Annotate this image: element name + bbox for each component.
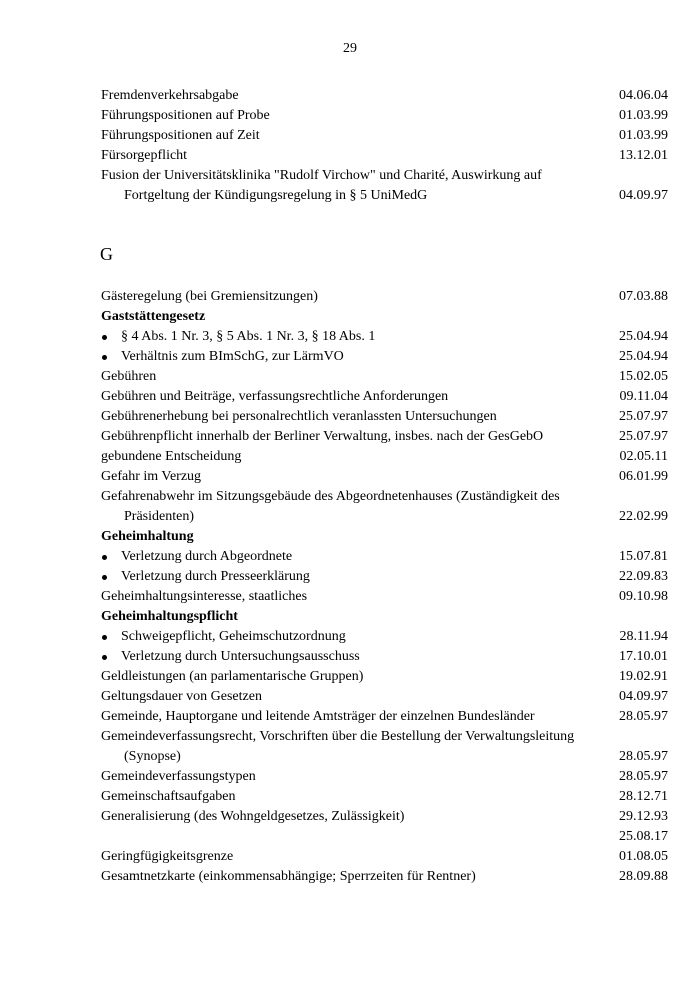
- index-subentry: [101, 567, 668, 587]
- index-entry: [101, 106, 668, 126]
- index-entry: [101, 166, 668, 186]
- heading-text: Geheimhaltungspflicht: [101, 609, 238, 624]
- entry-date: 13.12.01: [619, 148, 668, 163]
- index-subentry: [101, 547, 668, 567]
- entry-text: Fusion der Universitätsklinika "Rudolf Virchow" und Charité, Auswirkung auf: [101, 168, 542, 183]
- entry-date: 01.03.99: [619, 128, 668, 143]
- index-section-f: [101, 86, 668, 206]
- index-entry: [101, 707, 668, 727]
- index-subentry: [101, 327, 668, 347]
- entry-date: 09.10.98: [619, 589, 668, 604]
- entry-text: Generalisierung (des Wohngeldgesetzes, Zulässigkeit): [101, 809, 405, 824]
- entry-date: 22.02.99: [619, 509, 668, 524]
- entry-text: Gebühren: [101, 369, 157, 384]
- entry-text: Verhältnis zum BImSchG, zur LärmVO: [121, 349, 344, 364]
- entry-date: 25.04.94: [619, 349, 668, 364]
- index-entry: [101, 687, 668, 707]
- index-entry: [101, 807, 668, 827]
- index-entry: [101, 387, 668, 407]
- entry-text: Geringfügigkeitsgrenze: [101, 849, 234, 864]
- entry-date: 15.02.05: [619, 369, 668, 384]
- bullet-icon: [102, 555, 107, 560]
- entry-date: 25.08.17: [619, 829, 668, 844]
- index-entry: [101, 407, 668, 427]
- entry-text: Führungspositionen auf Zeit: [101, 128, 260, 143]
- entry-date: 28.12.71: [619, 789, 668, 804]
- index-entry: [101, 767, 668, 787]
- bullet-icon: [102, 335, 107, 340]
- entry-text: Fortgeltung der Kündigungsregelung in § 5 UniMedG: [124, 188, 428, 203]
- page-number: 29: [343, 41, 357, 56]
- entry-date: 28.05.97: [619, 709, 668, 724]
- entry-text: Gebührenerhebung bei personalrechtlich veranlassten Untersuchungen: [101, 409, 497, 424]
- entry-date: 01.08.05: [619, 849, 668, 864]
- entry-date: 29.12.93: [619, 809, 668, 824]
- index-entry: [101, 367, 668, 387]
- entry-date: 01.03.99: [619, 108, 668, 123]
- index-section-g: [101, 287, 668, 887]
- entry-date: 17.10.01: [619, 649, 668, 664]
- index-entry: [101, 427, 668, 447]
- index-entry: [101, 587, 668, 607]
- index-entry: [101, 126, 668, 146]
- bullet-icon: [102, 355, 107, 360]
- entry-text: Verletzung durch Presseerklärung: [121, 569, 310, 584]
- entry-text: Verletzung durch Untersuchungsausschuss: [121, 649, 360, 664]
- entry-text: Gemeindeverfassungstypen: [101, 769, 256, 784]
- section-letter: G: [100, 244, 113, 264]
- entry-text: Gemeindeverfassungsrecht, Vorschriften über die Bestellung der Verwaltungsleitung: [101, 729, 575, 744]
- index-heading: [101, 307, 668, 327]
- entry-date: 28.11.94: [619, 629, 668, 644]
- entry-text: Gefahrenabwehr im Sitzungsgebäude des Abgeordnetenhauses (Zuständigkeit des: [101, 489, 560, 504]
- entry-text: Gebührenpflicht innerhalb der Berliner Verwaltung, insbes. nach der GesGebO: [101, 429, 544, 444]
- entry-text: § 4 Abs. 1 Nr. 3, § 5 Abs. 1 Nr. 3, § 18 Abs. 1: [121, 329, 376, 344]
- entry-date: 09.11.04: [619, 389, 668, 404]
- entry-text: Geheimhaltungsinteresse, staatliches: [101, 589, 308, 604]
- entry-text: Gemeinde, Hauptorgane und leitende Amtsträger der einzelnen Bundesländer: [101, 709, 535, 724]
- index-entry: [101, 487, 668, 507]
- entry-text: Gemeinschaftsaufgaben: [101, 789, 236, 804]
- entry-date: 04.06.04: [619, 88, 668, 103]
- heading-text: Gaststättengesetz: [101, 309, 206, 324]
- index-subentry: [101, 627, 668, 647]
- entry-text: Schweigepflicht, Geheimschutzordnung: [121, 629, 346, 644]
- bullet-icon: [102, 635, 107, 640]
- index-heading: [101, 527, 668, 547]
- index-entry-continuation: [101, 186, 668, 206]
- entry-text: Verletzung durch Abgeordnete: [121, 549, 293, 564]
- index-entry: [101, 787, 668, 807]
- entry-text: gebundene Entscheidung: [101, 449, 242, 464]
- entry-text: Präsidenten): [124, 509, 194, 524]
- index-subentry: [101, 347, 668, 367]
- index-entry: [101, 847, 668, 867]
- index-heading: [101, 607, 668, 627]
- entry-date: 28.09.88: [619, 869, 668, 884]
- entry-text: Führungspositionen auf Probe: [101, 108, 270, 123]
- index-entry: [101, 727, 668, 747]
- entry-text: Geldleistungen (an parlamentarische Gruppen): [101, 669, 364, 684]
- entry-text: Fremdenverkehrsabgabe: [101, 88, 239, 103]
- entry-date: 07.03.88: [619, 289, 668, 304]
- entry-text: (Synopse): [124, 749, 181, 764]
- index-entry: [101, 146, 668, 166]
- entry-text: Gästeregelung (bei Gremiensitzungen): [101, 289, 318, 304]
- entry-date: 28.05.97: [619, 769, 668, 784]
- index-entry: [101, 467, 668, 487]
- index-entry: [101, 867, 668, 887]
- entry-text: Fürsorgepflicht: [101, 148, 188, 163]
- index-entry: [101, 667, 668, 687]
- index-entry-continuation: [101, 507, 668, 527]
- entry-text: Geltungsdauer von Gesetzen: [101, 689, 262, 704]
- bullet-icon: [102, 575, 107, 580]
- index-entry: [101, 447, 668, 467]
- entry-text: Gesamtnetzkarte (einkommensabhängige; Sperrzeiten für Rentner): [101, 869, 476, 884]
- entry-date: 04.09.97: [619, 689, 668, 704]
- entry-date: 02.05.11: [619, 449, 668, 464]
- bullet-icon: [102, 655, 107, 660]
- heading-text: Geheimhaltung: [101, 529, 194, 544]
- entry-date: 25.07.97: [619, 409, 668, 424]
- index-entry: [101, 287, 668, 307]
- index-entry: [101, 86, 668, 106]
- index-subentry: [101, 647, 668, 667]
- entry-date: 04.09.97: [619, 188, 668, 203]
- entry-date: 15.07.81: [619, 549, 668, 564]
- entry-date: 06.01.99: [619, 469, 668, 484]
- index-entry-continuation: [101, 747, 668, 767]
- entry-text: Gefahr im Verzug: [101, 469, 202, 484]
- entry-date: 19.02.91: [619, 669, 668, 684]
- entry-date: 25.04.94: [619, 329, 668, 344]
- entry-text: Gebühren und Beiträge, verfassungsrechtliche Anforderungen: [101, 389, 449, 404]
- entry-date: 25.07.97: [619, 429, 668, 444]
- index-entry-date-only: [101, 827, 668, 847]
- entry-date: 28.05.97: [619, 749, 668, 764]
- entry-date: 22.09.83: [619, 569, 668, 584]
